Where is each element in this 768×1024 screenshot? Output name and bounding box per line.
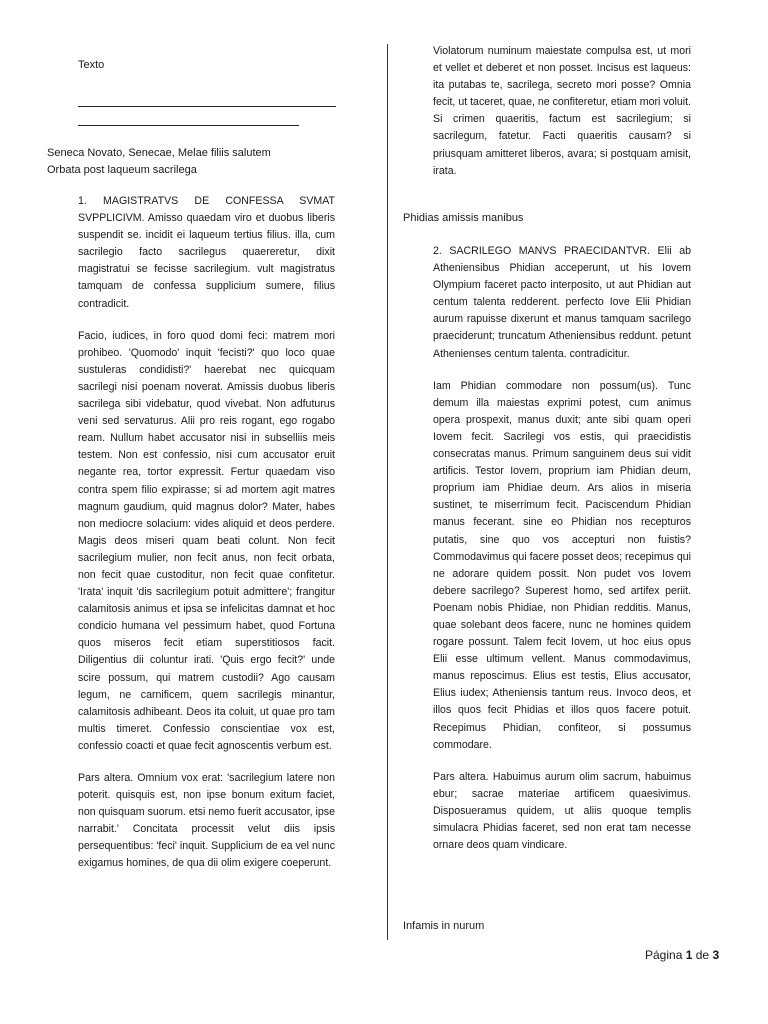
left-paragraph-1: 1. MAGISTRATVS DE CONFESSA SVMAT SVPPLICIVM. Amisso quaedam viro et duobus liberis suspendit se. incidit ei laqueum tertius filius. illa, cum sacrilegio facto sacrilegus quaereretur, dixit magistratui se fecisse sacrilegium. vult magistratus tamquam de confessa supplicium sumere, filius contradicit. xyxy=(78,195,335,310)
section-heading-infamis: Infamis in nurum xyxy=(403,920,485,932)
right-section2-body xyxy=(433,243,691,854)
page-number xyxy=(645,947,719,964)
left-heading-salutation: Seneca Novato, Senecae, Melae filiis salutem xyxy=(47,147,271,159)
page-current: 1 xyxy=(685,948,693,962)
texto-label: Texto xyxy=(78,59,105,71)
blank-line-2 xyxy=(78,125,299,126)
page-total: 3 xyxy=(712,948,720,962)
left-paragraph-2: Facio, iudices, in foro quod domi feci: matrem mori prohibeo. 'Quomodo' inquit 'fecisti?' quo loco quae sustuleras condidisti?' haerebat nec quicquam sacrilegi nisi poenam noverat. Amissis duobus liberis sacrilega sibi videbatur, quod vivebat. Non adfuturus veni sed servaturus. Alii pro reis rogant, ego rogabo ream. Nullum habet accusator nisi in subselliis meis testem. Non est confessio, nisi cum accusator eruit negante rea, tortor expressit. Fertur quaedam viso contra spem filio expirasse; si ad mortem agit matres magnum gaudium, quid magnus dolor? Mater, habes non mediocre solacium: vides aliquid et deos perdere. Magis deos miseri quam beati colunt. Non fecit sacrilegium mulier, non fecit anus, non fecit orbata, non fecit quae custoditur, non fecit quae confitetur. 'Irata' inquit 'dis sacrilegium potuit admittere'; frangitur calamitosis animus et ipsa se infelicitas damnat et hoc condicio humana vel pessimum habet, quod Fortuna quos miseros fecit etiam superstitiosos facit. Diligentius dii coluntur irati. 'Quis ergo fecit?' unde scire possum, qui matrem custodii? Ago causam legum, ne carnificem, quem sacrilegis minantur, calamitosis adhibeant. Deos ita coluit, ut quae pro tam multis timeret. Confessio conscientiae vox est, confessio coacti et quae fecit agnoscentis verbum est. xyxy=(78,329,335,752)
right-paragraph-1: 2. SACRILEGO MANVS PRAECIDANTVR. Elii ab Atheniensibus Phidian acceperunt, ut his Iovem Olympium faceret pacto interposito, ut aut Phidian aut centum talenta redderent. perfecto Iove Elii Phidian aurum rapuisse dixerunt et manus tamquam sacrilego praeciderunt; truncatum Atheniensibus reddunt. petunt Athenienses centum talenta. contradicitur. xyxy=(433,245,691,360)
page-word: Página xyxy=(645,948,683,962)
blank-line-1 xyxy=(78,106,336,107)
right-intro-paragraph: Violatorum numinum maiestate compulsa est, ut mori et vellet et deberet et non posset. Incisus est laqueus: ita putabas te, sacrilega, secreto mori posse? Omnia fecit, ut taceret, quae, ne confiteretur, etiam mori voluit. Si crimen quaeritis, factum est sacrilegium; si sacrilegum, fatetur. Facti quaeritis causam? si priusquam amitteret liberos, avara; si postquam amisit, irata. xyxy=(433,45,691,177)
right-intro-block xyxy=(433,43,691,180)
right-paragraph-3: Pars altera. Habuimus aurum olim sacrum, habuimus ebur; sacrae materiae artificem quaesivimus. Disposueramus quidem, ut aliis quoque templis simulacra Phidias faceret, sed non erat tam necesse ornare deos quam vindicare. xyxy=(433,770,691,852)
right-paragraph-2: Iam Phidian commodare non possum(us). Tunc demum illa maiestas exprimi potest, cum animus opera prospexit, manus duxit; ante sibi quam operi Iovem fecit. Sacrilegi vos estis, qui praecidistis consecratas manus. Primum sanguinem deus sui vidit artificis. Testor Iovem, proprium iam Phidian deum, proprium iam Phidiae deum. Ars alios in miseria sustinet, te miserrimum fecit. Paciscendum Phidian manus fecerant. sine eo Phidian nos recepturos putatis, sine quo vos accepturi non fuistis? Commodavimus qui facere posset deos; recepimus qui ne adorare quidem possit. Non pudet vos Iovem debere sacrilego? Superest homo, sed artifex periit. Poenam nobis Phidiae, non Phidian redditis. Manus, quae solebant deos facere, nunc ne homines quidem rogare possunt. Talem fecit Iovem, ut hoc eius opus Elii esse ultimum vellent. Manus commodavimus, manus reposcimus. Elius est testis, Elius accusator, Elius iudex; Atheniensis tantum reus. Invoco deos, et illos quos fecit Phidias et illos quos facere potuit. Recepimus Phidian, confiteor, si possumus commodare. xyxy=(433,379,691,751)
column-divider xyxy=(387,44,388,940)
left-paragraph-3: Pars altera. Omnium vox erat: 'sacrilegium latere non poterit. quisquis est, non ipse bonum exitum faciet, non quisquam suorum. etsi nemo fuerit accusator, ipse narrabit.' Concitata processit velut diis ipsis persequentibus: 'feci' inquit. Supplicium de ea vel nunc exigamus homines, de qua dii olim exigere coeperunt. xyxy=(78,772,335,870)
section-heading-phidias: Phidias amissis manibus xyxy=(403,212,524,224)
page-sep: de xyxy=(695,948,710,962)
left-column-body xyxy=(78,193,335,873)
left-heading-title: Orbata post laqueum sacrilega xyxy=(47,164,197,176)
